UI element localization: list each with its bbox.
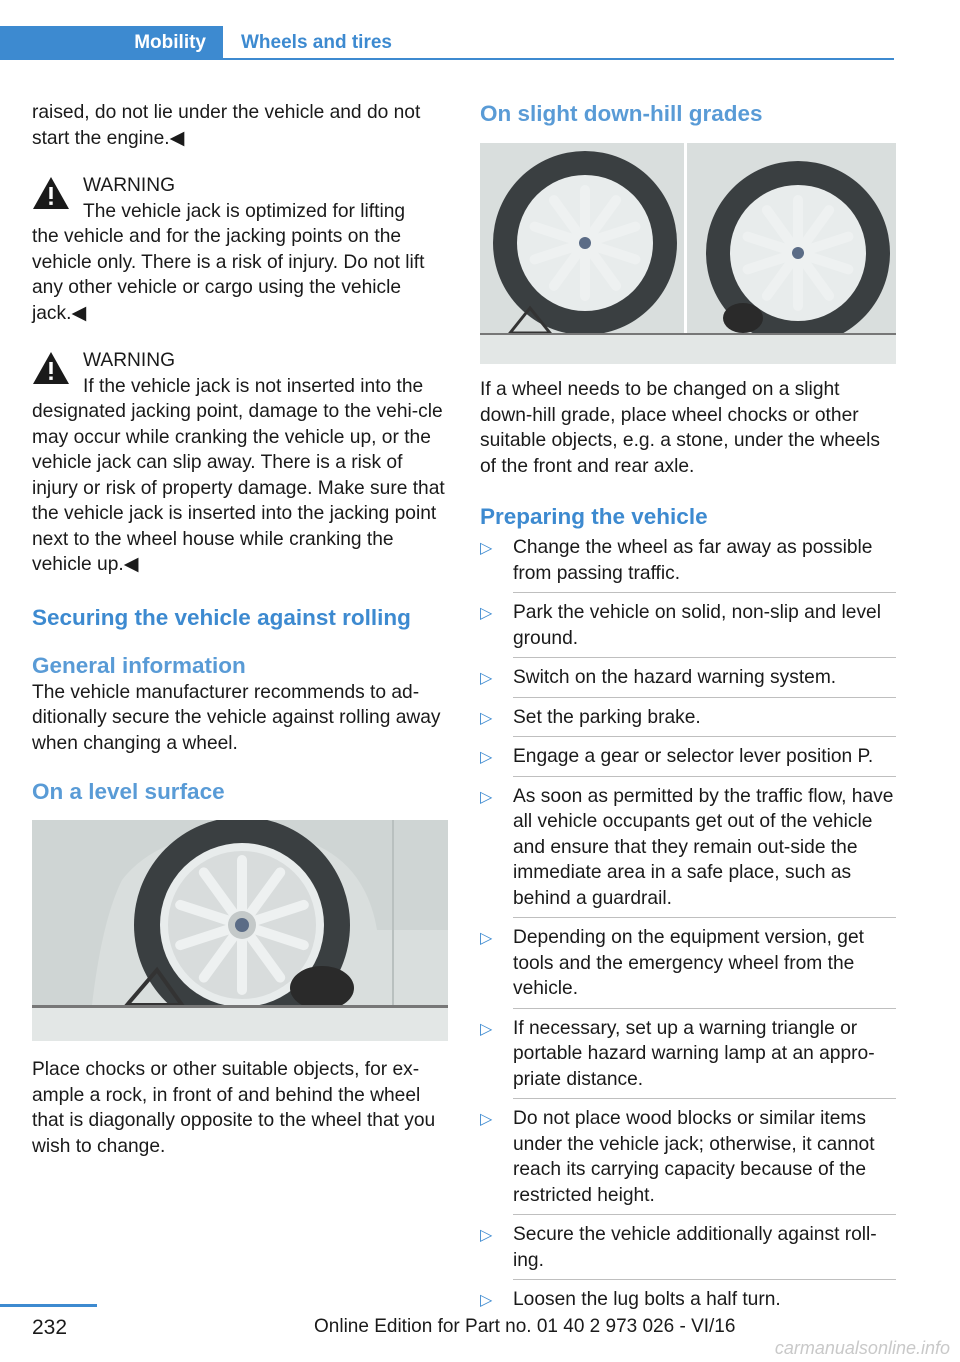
triangle-bullet-icon: ▷ <box>480 1020 493 1038</box>
triangle-bullet-icon: ▷ <box>480 1111 493 1128</box>
list-item-text: Switch on the hazard warning system. <box>513 667 837 688</box>
list-item <box>480 1016 896 1100</box>
triangle-bullet-icon: ▷ <box>480 605 493 622</box>
list-item <box>480 665 896 698</box>
level-surface-text: Place chocks or other suitable objects, for ex‐ample a rock, in front of and behind the wheel that is diagonally opposite to the wheel that you wish to change. <box>32 1059 436 1157</box>
triangle-bullet-icon: ▷ <box>480 670 493 687</box>
downhill-illustration <box>480 143 896 364</box>
list-item-text: Change the wheel as far away as possible from passing traffic. <box>513 537 873 584</box>
triangle-bullet-icon: ▷ <box>480 788 493 806</box>
level-surface-illustration <box>32 820 448 1041</box>
downhill-text: If a wheel needs to be changed on a slight down-hill grade, place wheel chocks or other suitable objects, e.g. a stone, under the wheels of the front and rear axle. <box>480 379 880 477</box>
list-item <box>480 1222 896 1280</box>
list-item-text: If necessary, set up a warning triangle or portable hazard warning lamp at an appro‐priate distance. <box>513 1017 875 1090</box>
warning-triangle-icon <box>32 351 70 385</box>
triangle-bullet-icon: ▷ <box>480 540 493 557</box>
warning-block-2 <box>32 348 448 578</box>
warning-label: WARNING <box>83 175 176 196</box>
triangle-bullet-icon: ▷ <box>480 1227 493 1244</box>
list-item-text: Engage a gear or selector lever position P. <box>513 746 874 767</box>
list-item <box>480 1287 896 1313</box>
triangle-bullet-icon: ▷ <box>480 749 493 766</box>
list-item <box>480 1106 896 1215</box>
list-item-text: Do not place wood blocks or similar items under the vehicle jack; otherwise, it cannot reach its carrying capacity because of the restricted height. <box>513 1108 875 1206</box>
header-tabs <box>0 26 894 62</box>
tab-wheels-and-tires[interactable]: Wheels and tires <box>241 32 392 53</box>
list-item <box>480 925 896 1009</box>
list-item-text: Park the vehicle on solid, non-slip and level ground. <box>513 602 881 649</box>
list-item <box>480 535 896 593</box>
triangle-bullet-icon: ▷ <box>480 930 493 947</box>
warning-label: WARNING <box>83 350 176 371</box>
warning-text-rest: the vehicle and for the jacking points on the vehicle only. There is a risk of injury. Do not lift any other vehicle or cargo using the vehicle jack.◀ <box>32 226 425 324</box>
warning-text-first: If the vehicle jack is not inserted into the <box>83 375 424 397</box>
preparing-steps-list <box>480 535 896 1313</box>
list-item-text: Secure the vehicle additionally against roll‐ing. <box>513 1224 877 1271</box>
heading-securing: Securing the vehicle against rolling <box>32 604 411 630</box>
list-item-text: Loosen the lug bolts a half turn. <box>513 1289 781 1310</box>
tab-mobility[interactable]: Mobility <box>0 26 223 60</box>
general-information-text: The vehicle manufacturer recommends to ad‐ditionally secure the vehicle against rolling away when changing a wheel. <box>32 681 441 754</box>
heading-general-information: General information <box>32 652 246 678</box>
list-item <box>480 784 896 919</box>
list-item <box>480 705 896 738</box>
list-item <box>480 600 896 658</box>
list-item-text: Set the parking brake. <box>513 706 701 728</box>
left-column <box>32 100 448 1159</box>
edition-text: Online Edition for Part no. 01 40 2 973 026 - VI/16 <box>314 1316 736 1337</box>
footer-accent-line <box>0 1304 97 1307</box>
list-item-text: As soon as permitted by the traffic flow, have all vehicle occupants get out of the vehicle and ensure that they remain out‐side the immediate area in a safe place, such as behind a guardrail. <box>513 785 894 909</box>
tab-underline <box>223 58 894 60</box>
heading-downhill: On slight down-hill grades <box>480 101 763 126</box>
list-item <box>480 744 896 777</box>
page-number: 232 <box>32 1316 68 1339</box>
right-column <box>480 100 896 1320</box>
warning-text-rest: designated jacking point, damage to the vehi‐cle may occur while cranking the vehicle up, or the vehicle jack can slip away. There is a risk of injury or risk of property damage. Make sure that the vehicle jack is inserted into the jacking point next to the wheel house while cranking the vehicle up.◀ <box>32 401 445 575</box>
warning-text-first: The vehicle jack is optimized for lifting <box>83 200 406 222</box>
heading-preparing: Preparing the vehicle <box>480 504 708 529</box>
heading-level-surface: On a level surface <box>32 779 225 804</box>
triangle-bullet-icon: ▷ <box>480 1292 493 1309</box>
warning-block-1 <box>32 173 448 326</box>
list-item-text: Depending on the equipment version, get tools and the emergency wheel from the vehicle. <box>513 927 864 999</box>
warning-triangle-icon <box>32 176 70 210</box>
intro-text: raised, do not lie under the vehicle and do not start the engine.◀ <box>32 102 421 149</box>
watermark: carmanualsonline.info <box>774 1338 950 1358</box>
triangle-bullet-icon: ▷ <box>480 709 493 727</box>
